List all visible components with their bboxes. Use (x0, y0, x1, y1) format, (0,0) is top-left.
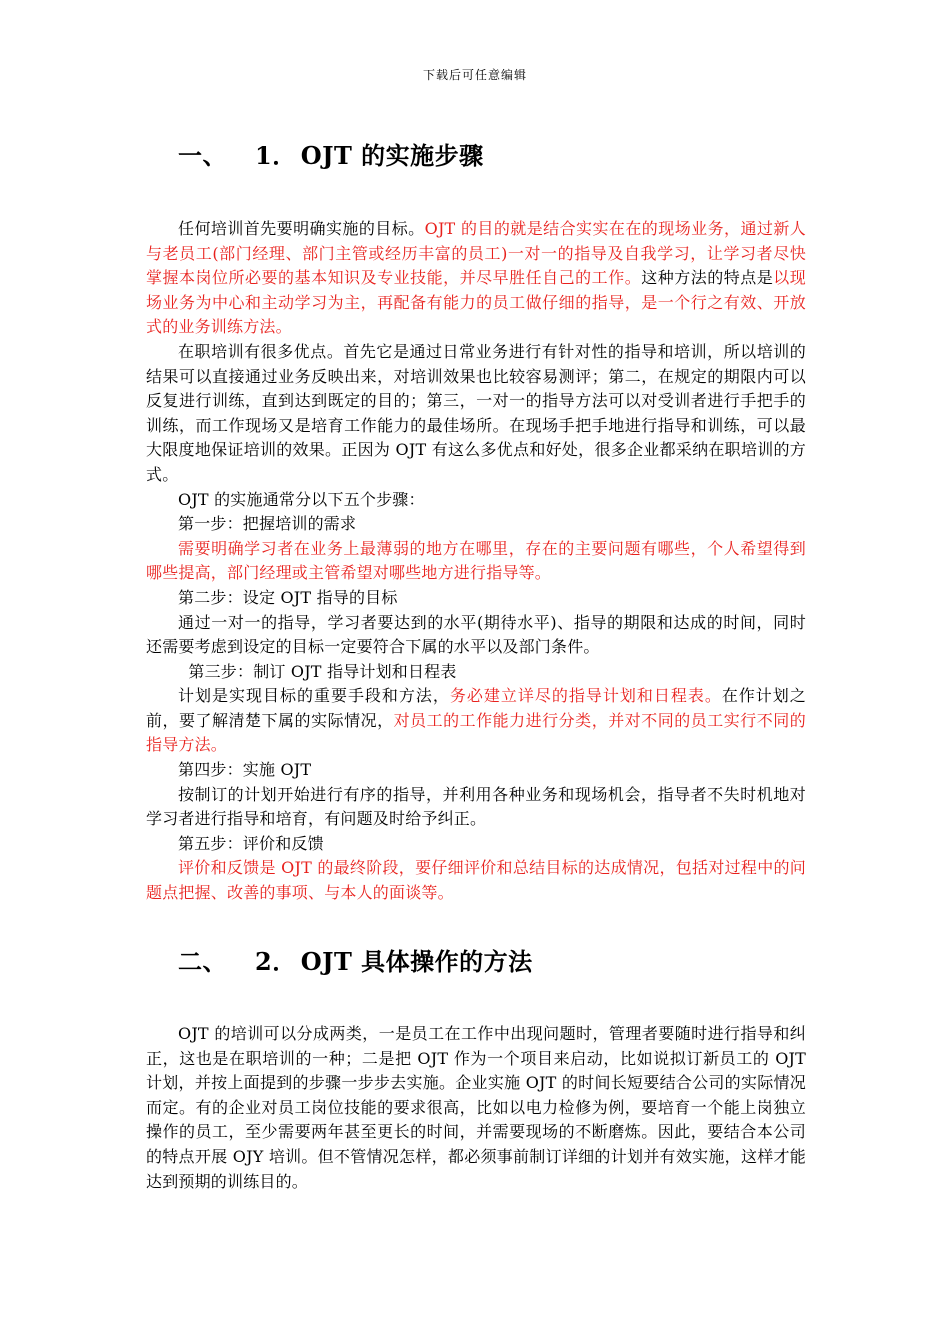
step-3-title: 第三步：制订 OJT 指导计划和日程表 (188, 661, 457, 681)
section-1-heading (178, 136, 484, 171)
paragraph-advantages: 在职培训有很多优点。首先它是通过日常业务进行有针对性的指导和培训，所以培训的结果可以直接通过业务反映出来，对培训效果也比较容易测评；第二，在规定的期限内可以反复进行训练，直到达到既定的目的；第三，一对一的指导方法可以对受训者进行手把手的训练，而工作现场又是培育工作能力的最佳场所。在现场手把手地进行指导和训练，可以最大限度地保证培训的效果。正因为 OJT 有这么多优点和好处，很多企业都采纳在职培训的方式。 (146, 341, 806, 484)
section-2-title: OJT 具体操作的方法 (300, 947, 533, 976)
section-2-subnumber: 2． (255, 947, 297, 976)
step-3-body (146, 684, 806, 758)
intro-highlight-purpose: OJT 的目的就是结合实实在在的现场业务，通过新人与老员工(部门经理、部门主管或经历丰富的员工)一对一的指导及自我学习，让学习者尽快掌握本岗位所必要的基本知识及专业技能，并尽早胜任自己的工作。 (146, 219, 806, 288)
step-4-body: 按制订的计划开始进行有序的指导，并利用各种业务和现场机会，指导者不失时机地对学习者进行指导和培育，有问题及时给予纠正。 (146, 784, 806, 829)
step-2-body: 通过一对一的指导，学习者要达到的水平(期待水平)、指导的期限和达成的时间，同时还需要考虑到设定的目标一定要符合下属的水平以及部门条件。 (146, 612, 806, 657)
section-2-number: 二、 (178, 947, 227, 976)
intro-text: 任何培训首先要明确实施的目标。 (178, 219, 425, 238)
section-1-subnumber: 1． (255, 141, 297, 170)
step-3-highlight-a: 务必建立详尽的指导计划和日程表。 (449, 686, 722, 706)
section-1-title: OJT 的实施步骤 (300, 141, 484, 170)
step-5-title: 第五步：评价和反馈 (178, 833, 324, 853)
step-3-text-b: 在作计划之前，要了解清楚下属的实际情况， (146, 686, 806, 730)
step-1-body: 需要明确学习者在业务上最薄弱的地方在哪里，存在的主要问题有哪些，个人希望得到哪些提高，部门经理或主管希望对哪些地方进行指导等。 (146, 538, 806, 583)
paragraph-steps-intro: OJT 的实施通常分以下五个步骤： (178, 489, 425, 509)
step-4-title: 第四步：实施 OJT (178, 760, 312, 780)
intro-highlight-feature: 以现场业务为中心和主动学习为主，再配备有能力的员工做仔细的指导，是一个行之有效、开放式的业务训练方法。 (146, 268, 806, 337)
step-1-title: 第一步：把握培训的需求 (178, 514, 357, 534)
section-2-body (146, 1022, 806, 1194)
page-header-note: 下载后可任意编辑 (422, 68, 527, 82)
paragraph-intro (146, 217, 806, 340)
section-1-number: 一、 (178, 141, 227, 170)
paragraph-methods: OJT 的培训可以分成两类，一是员工在工作中出现问题时，管理者要随时进行指导和纠正，这也是在职培训的一种；二是把 OJT 作为一个项目来启动，比如说拟订新员工的 OJT 计划，并按上面提到的步骤一步步去实施。企业实施 OJT 的时间长短要结合公司的实际情况而定。有的企业对员工岗位技能的要求很高，比如以电力检修为例，要培育一个能上岗独立操作的员工，至少需要两年甚至更长的时间，并需要现场的不断磨炼。因此，要结合本公司的特点开展 OJY 培训。但不管情况怎样，都必须事前制订详细的计划并有效实施，这样才能达到预期的训练目的。 (146, 1024, 806, 1191)
step-3-highlight-b: 对员工的工作能力进行分类，并对不同的员工实行不同的指导方法。 (146, 710, 806, 755)
step-5-body: 评价和反馈是 OJT 的最终阶段，要仔细评价和总结目标的达成情况，包括对过程中的问题点把握、改善的事项、与本人的面谈等。 (146, 858, 806, 903)
intro-text-feature: 这种方法的特点是 (641, 268, 774, 288)
section-1-body (146, 217, 806, 906)
step-2-title: 第二步：设定 OJT 指导的目标 (178, 587, 398, 607)
step-3-text-a: 计划是实现目标的重要手段和方法， (178, 686, 450, 706)
section-2-heading (178, 942, 533, 977)
